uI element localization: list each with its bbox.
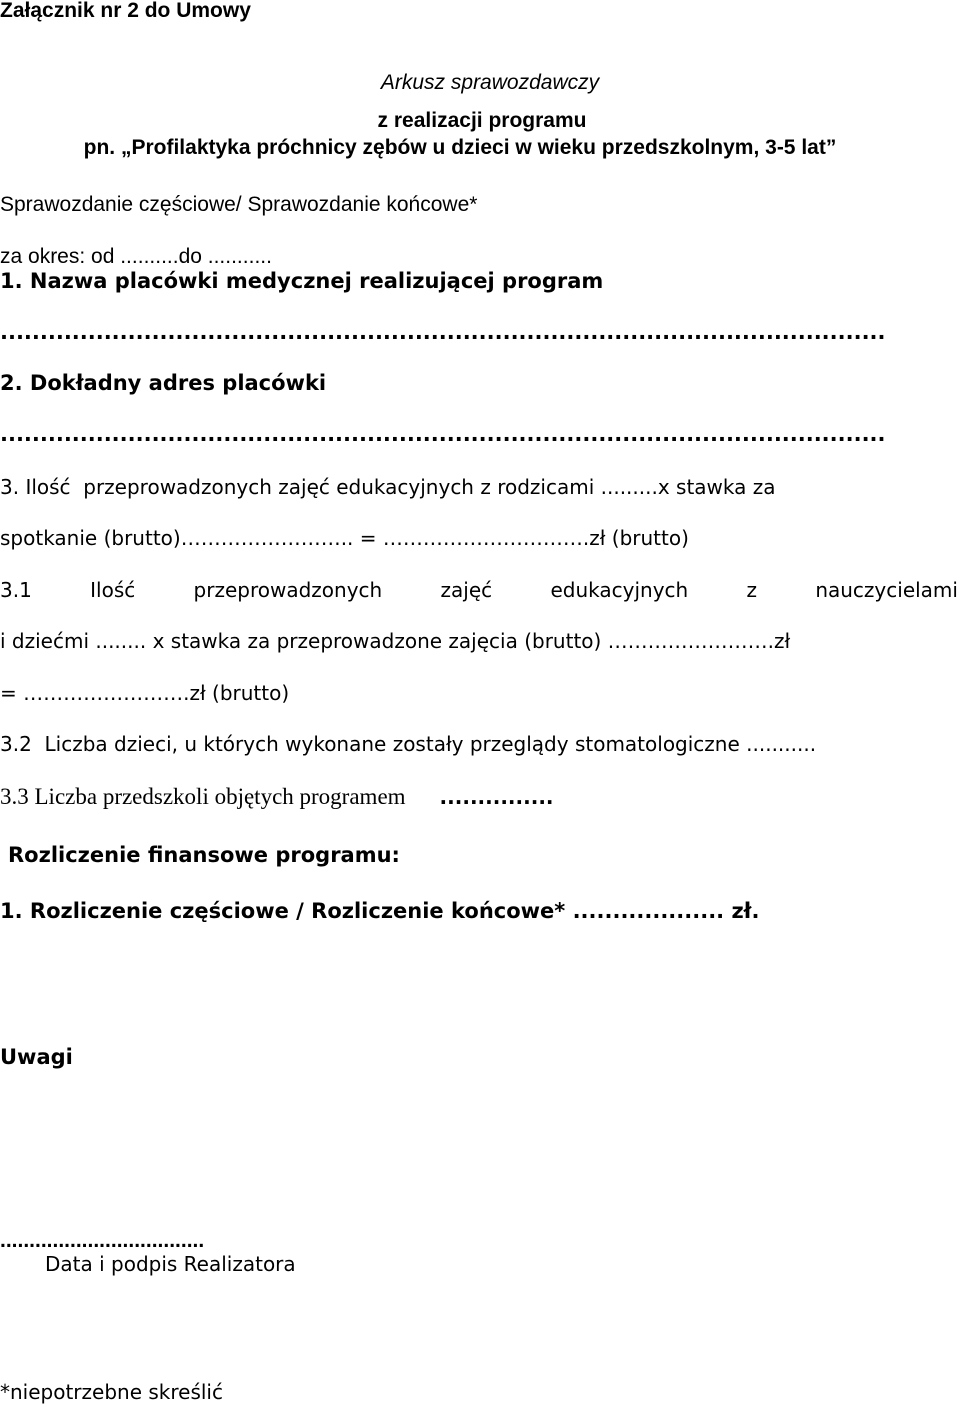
item31-word: nauczycielami [815, 578, 958, 602]
item31-word: Ilość [90, 578, 136, 602]
item31-line-1 [0, 580, 958, 600]
item3-line-2: spotkanie (brutto)…………………….. = ………………………….zł (brutto) [0, 526, 689, 550]
remarks-heading: Uwagi [0, 1045, 73, 1069]
item31-word: 3.1 [0, 578, 32, 602]
item33-line [0, 785, 554, 808]
sheet-title: Arkusz sprawozdawczy [380, 71, 600, 94]
finance-settlement-line: 1. Rozliczenie częściowe / Rozliczenie końcowe* ................... zł. [0, 899, 760, 923]
item31-line-3: = …………………….zł (brutto) [0, 681, 290, 705]
item1-label: 1. Nazwa placówki medycznej realizującej program [0, 269, 604, 293]
item33-label: 3.3 Liczba przedszkoli objętych programem [0, 784, 406, 809]
attachment-label: Załącznik nr 2 do Umowy [0, 0, 251, 22]
item2-label: 2. Dokładny adres placówki [0, 371, 327, 395]
footnote: *niepotrzebne skreślić [0, 1380, 223, 1404]
item1-fill-dots: ............................................................................................................... [0, 322, 886, 343]
finance-heading: Rozliczenie finansowe programu: [8, 843, 400, 867]
report-period-line: za okres: od ..........do ........... [0, 245, 272, 268]
item31-word: przeprowadzonych [193, 578, 383, 602]
item31-word: zajęć [440, 578, 493, 602]
item3-line-1: 3. Ilość przeprowadzonych zajęć edukacyjnych z rodzicami .........x stawka za [0, 475, 776, 499]
item31-word: z [746, 578, 758, 602]
sheet-subtitle: z realizacji programu [377, 109, 587, 132]
item31-word: edukacyjnych [550, 578, 689, 602]
report-type-line: Sprawozdanie częściowe/ Sprawozdanie końcowe* [0, 193, 478, 216]
item2-fill-dots: ............................................................................................................... [0, 424, 886, 445]
program-name: pn. „Profilaktyka próchnicy zębów u dzieci w wieku przedszkolnym, 3-5 lat” [83, 136, 837, 159]
item32-line: 3.2 Liczba dzieci, u których wykonane zostały przeglądy stomatologiczne ........... [0, 732, 817, 756]
signature-dots: ................................... [0, 1229, 205, 1252]
item31-line-2: i dziećmi ........ x stawka za przeprowadzone zajęcia (brutto) …………………….zł [0, 629, 791, 653]
item33-fill-dots: ............... [439, 785, 554, 809]
signature-label: Data i podpis Realizatora [45, 1252, 296, 1276]
